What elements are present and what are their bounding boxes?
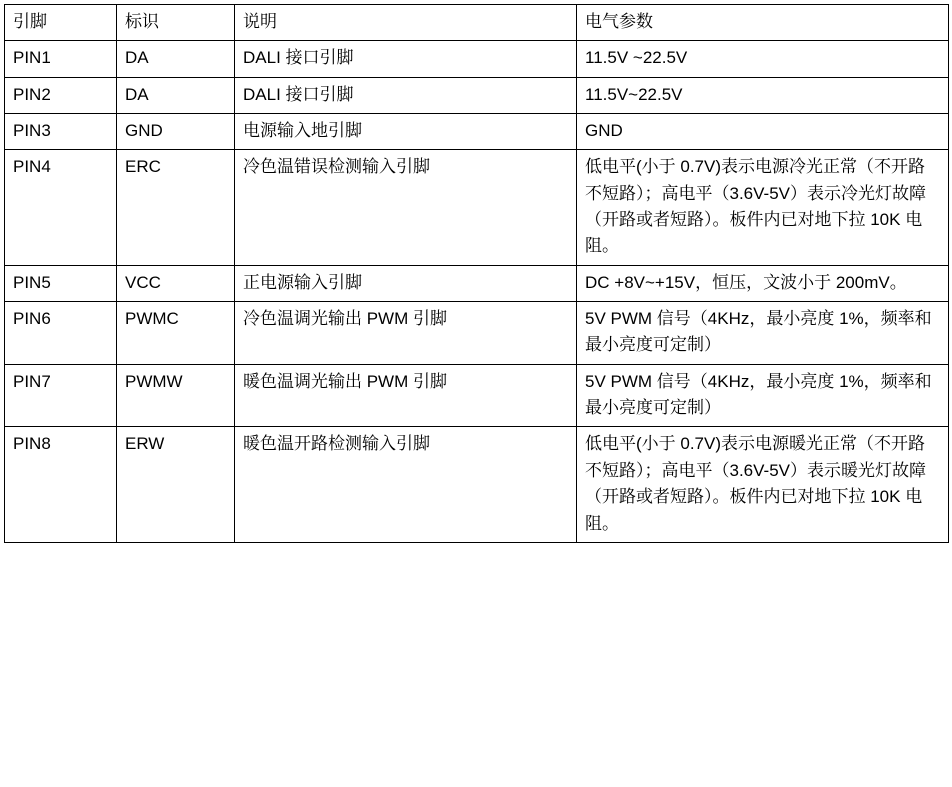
cell-pin-text: PIN2 — [13, 84, 51, 104]
table-row — [5, 77, 949, 113]
cell-pin — [5, 364, 117, 427]
cell-electrical-text: GND — [585, 121, 623, 141]
cell-mark — [117, 265, 235, 301]
cell-description-text: 冷色温错误检测输入引脚 — [243, 157, 430, 177]
cell-electrical — [577, 427, 949, 542]
cell-description-text: 正电源输入引脚 — [243, 272, 362, 292]
cell-electrical — [577, 364, 949, 427]
cell-pin-text: PIN7 — [13, 371, 51, 391]
cell-pin — [5, 265, 117, 301]
cell-mark — [117, 77, 235, 113]
cell-mark-text: GND — [125, 121, 163, 141]
cell-electrical-text: 11.5V ~22.5V — [585, 48, 688, 68]
cell-description-text: DALI 接口引脚 — [243, 48, 354, 68]
column-header-description — [235, 5, 577, 41]
cell-mark — [117, 302, 235, 365]
cell-mark-text: PWMC — [125, 309, 179, 329]
cell-electrical-text: 11.5V~22.5V — [585, 84, 683, 104]
cell-description — [235, 114, 577, 150]
cell-pin — [5, 427, 117, 542]
table-header-row — [5, 5, 949, 41]
column-header-mark-label: 标识 — [125, 12, 159, 31]
cell-pin — [5, 114, 117, 150]
cell-pin-text: PIN3 — [13, 121, 51, 141]
cell-description-text: DALI 接口引脚 — [243, 84, 354, 104]
column-header-electrical-label: 电气参数 — [585, 12, 653, 31]
cell-electrical — [577, 150, 949, 265]
table-row — [5, 265, 949, 301]
column-header-pin — [5, 5, 117, 41]
cell-electrical-text: 5V PWM 信号（4KHz，最小亮度 1%，频率和最小亮度可定制） — [585, 371, 932, 418]
pin-definition-table — [4, 4, 949, 543]
cell-mark — [117, 150, 235, 265]
cell-description-text: 暖色温开路检测输入引脚 — [243, 434, 430, 454]
cell-pin — [5, 41, 117, 77]
table-row — [5, 364, 949, 427]
cell-description — [235, 41, 577, 77]
cell-pin — [5, 77, 117, 113]
cell-electrical-text: 低电平(小于 0.7V)表示电源暖光正常（不开路不短路）；高电平（3.6V-5V）表示暖光灯故障（开路或者短路）。板件内已对地下拉 10K 电阻。 — [585, 434, 926, 533]
cell-description-text: 电源输入地引脚 — [243, 121, 362, 141]
cell-description-text: 冷色温调光输出 PWM 引脚 — [243, 309, 447, 329]
cell-description — [235, 77, 577, 113]
cell-description — [235, 150, 577, 265]
cell-electrical — [577, 114, 949, 150]
cell-mark-text: ERW — [125, 434, 165, 454]
cell-description — [235, 427, 577, 542]
column-header-electrical — [577, 5, 949, 41]
cell-mark-text: DA — [125, 48, 149, 68]
cell-electrical-text: 低电平(小于 0.7V)表示电源冷光正常（不开路不短路）；高电平（3.6V-5V）表示冷光灯故障（开路或者短路）。板件内已对地下拉 10K 电阻。 — [585, 157, 926, 256]
table-row — [5, 41, 949, 77]
cell-pin-text: PIN5 — [13, 272, 51, 292]
cell-mark-text: VCC — [125, 272, 161, 292]
cell-electrical — [577, 302, 949, 365]
cell-mark-text: PWMW — [125, 371, 183, 391]
cell-pin-text: PIN6 — [13, 309, 51, 329]
cell-electrical-text: DC +8V~+15V，恒压，文波小于 200mV。 — [585, 272, 907, 292]
column-header-mark — [117, 5, 235, 41]
column-header-description-label: 说明 — [243, 12, 277, 31]
cell-mark — [117, 427, 235, 542]
cell-pin-text: PIN8 — [13, 434, 51, 454]
cell-description — [235, 302, 577, 365]
table-row — [5, 427, 949, 542]
cell-pin — [5, 302, 117, 365]
cell-electrical-text: 5V PWM 信号（4KHz，最小亮度 1%，频率和最小亮度可定制） — [585, 309, 932, 355]
cell-electrical — [577, 41, 949, 77]
cell-electrical — [577, 77, 949, 113]
cell-mark-text: ERC — [125, 157, 161, 177]
table-row — [5, 302, 949, 365]
table-row — [5, 150, 949, 265]
cell-mark — [117, 41, 235, 77]
cell-description-text: 暖色温调光输出 PWM 引脚 — [243, 371, 447, 391]
table-row — [5, 114, 949, 150]
cell-mark-text: DA — [125, 84, 149, 104]
cell-pin — [5, 150, 117, 265]
column-header-pin-label: 引脚 — [13, 12, 47, 31]
cell-mark — [117, 114, 235, 150]
cell-pin-text: PIN4 — [13, 157, 51, 177]
cell-description — [235, 364, 577, 427]
cell-mark — [117, 364, 235, 427]
cell-electrical — [577, 265, 949, 301]
cell-description — [235, 265, 577, 301]
cell-pin-text: PIN1 — [13, 48, 51, 68]
